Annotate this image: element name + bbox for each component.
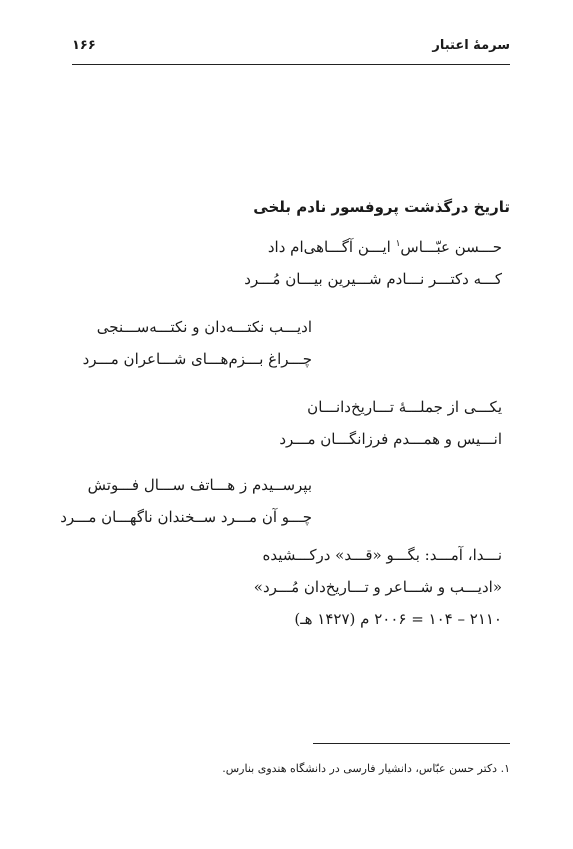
verse-line	[268, 238, 502, 256]
verse-line: ادیـــب نکتـــه‌دان و نکتـــه‌ســـنجی	[96, 318, 312, 336]
poem-title: تاریخ درگذشت پروفسور نادم بلخی	[253, 198, 510, 216]
verse-line: نـــدا، آمـــد: بگـــو «قـــد» درکـــشیده	[262, 546, 502, 564]
verse-segment: حـــسن عبّـــاس	[400, 238, 502, 256]
page-header	[72, 38, 510, 65]
verse-line: «ادیـــب و شـــاعر و تـــاریخ‌دان مُـــرد»	[253, 578, 502, 596]
chronogram-line: ۲۱۱۰ – ۱۰۴ = ۲۰۰۶ م (۱۴۲۷ هـ)	[294, 610, 502, 628]
footnote: ۱. دکتر حسن عبّاس، دانشیار فارسی در دانشگاه هندوی بنارس.	[222, 762, 510, 775]
verse-line: چـــراغ بـــزم‌هـــای شـــاعران مـــرد	[82, 350, 312, 368]
verse-line: چـــو آن مـــرد ســخندان ناگهـــان مـــرد	[60, 508, 312, 526]
verse-line: انـــیس و همـــدم فرزانگـــان مـــرد	[279, 430, 502, 448]
running-title: سرمهٔ اعتبار	[432, 38, 510, 53]
footnote-divider	[313, 743, 510, 744]
verse-line: یکـــی از جملـــهٔ تـــاریخ‌دانـــان	[307, 398, 502, 416]
footnote-marker: ۱	[395, 239, 401, 249]
verse-segment: ایـــن آگـــاهی‌ام داد	[267, 238, 396, 256]
verse-line: بپرســیدم ز هـــاتف ســـال فـــوتش	[87, 476, 312, 494]
verse-line: کـــه دکتـــر نـــادم شـــیرین بیـــان مُـــرد	[244, 270, 502, 288]
page-number: ۱۶۶	[72, 38, 96, 53]
